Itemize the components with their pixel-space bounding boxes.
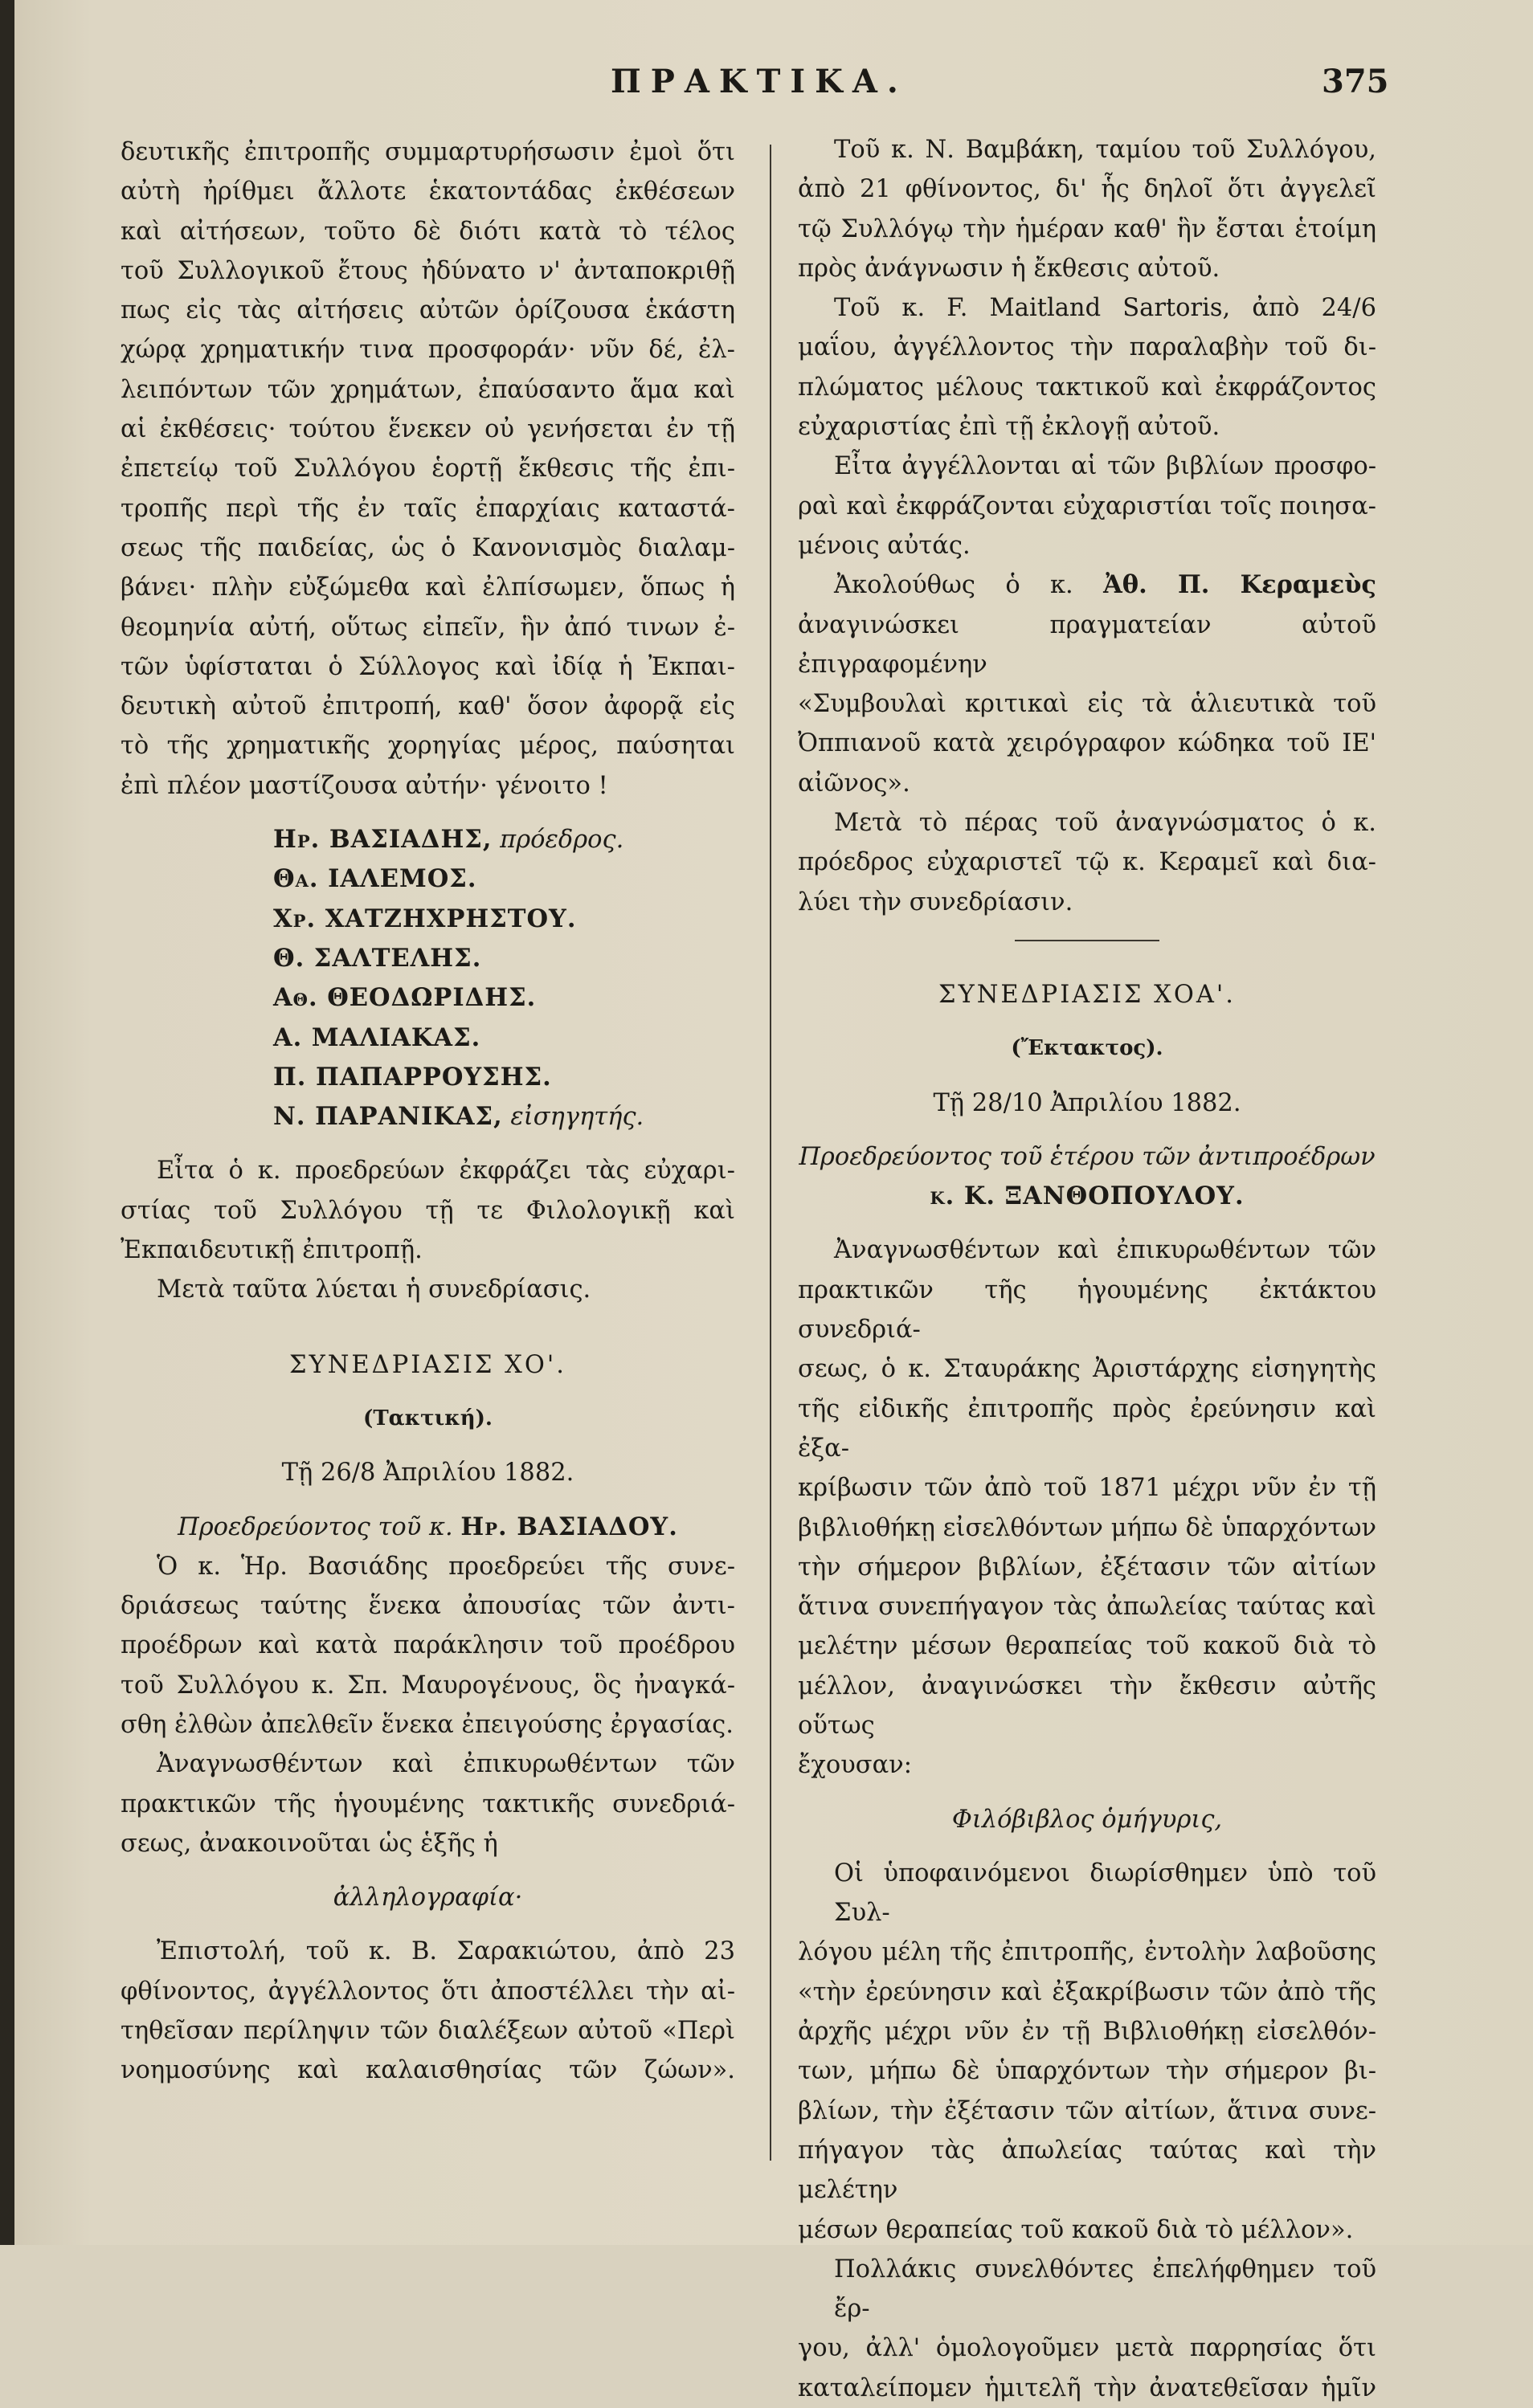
session-chair-xoa-line2: κ. Κ. ΞΑΝΘΟΠΟΥΛΟΥ. — [930, 1182, 1245, 1211]
text-line: νοημοσύνης καὶ καλαισθησίας τῶν ζώων». — [121, 2056, 735, 2085]
text-line: Ἐκπαιδευτικῇ ἐπιτροπῇ. — [121, 1236, 423, 1265]
text-line: Ὀππιανοῦ κατὰ χειρόγραφον κώδηκα τοῦ ΙΕ' — [798, 729, 1376, 758]
text-line: γου, ἀλλ' ὁμολογοῦμεν μετὰ παρρησίας ὅτι — [798, 2334, 1376, 2363]
text-line: πρακτικῶν τῆς ἡγουμένης ἐκτάκτου συνεδριά- — [798, 1275, 1376, 1345]
text-line: δριάσεως ταύτης ἕνεκα ἀπουσίας τῶν ἀντι- — [121, 1592, 735, 1621]
chair-prefix: Προεδρεύοντος τοῦ κ. — [178, 1512, 453, 1541]
session-type-extraordinary: (Ἔκτακτος). — [1011, 1036, 1163, 1061]
text-line: ἀπὸ 21 φθίνοντος, δι' ἧς δηλοῖ ὅτι ἀγγελεῖ — [798, 175, 1376, 204]
text-line: Ἀναγνωσθέντων καὶ ἐπικυρωθέντων τῶν — [157, 1750, 735, 1779]
session-chair-xoa-line1: Προεδρεύοντος τοῦ ἑτέρου τῶν ἀντιπροέδρων — [799, 1142, 1376, 1171]
text-line: λόγου μέλη τῆς ἐπιτροπῆς, ἐντολὴν λαβοῦσης — [798, 1938, 1376, 1967]
signatory-name: Θ. ΣΑΛΤΕΛΗΣ. — [273, 943, 482, 973]
text-line: τροπῆς περὶ τῆς ἐν ταῖς ἐπαρχίαις καταστά- — [121, 494, 735, 523]
text-line: ἀρχῆς μέχρι νῦν ἐν τῇ Βιβλιοθήκῃ εἰσελθόν- — [798, 2018, 1376, 2047]
correspondence-heading: ἀλληλογραφία· — [333, 1884, 523, 1912]
left-paragraph-letter — [121, 1932, 735, 2090]
left-paragraph-minutes — [121, 1745, 735, 1863]
session-date-xoa: Τῇ 28/10 Ἀπριλίου 1882. — [933, 1088, 1241, 1117]
text-line: Ἀναγνωσθέντων καὶ ἐπικυρωθέντων τῶν — [834, 1236, 1376, 1265]
right-paragraph-committee — [798, 1854, 1376, 2250]
signatory-name: Θα. ΙΑΛΕΜΟΣ. — [273, 864, 477, 894]
signatory-name: Χρ. ΧΑΤΖΗΧΡΗΣΤΟΥ. — [273, 904, 577, 933]
text-line: εὐχαριστίας ἐπὶ τῇ ἐκλογῇ αὐτοῦ. — [798, 413, 1220, 442]
left-paragraph-thanks — [121, 1151, 735, 1270]
text-line: Εἶτα ὁ κ. προεδρεύων ἐκφράζει τὰς εὐχαρι- — [157, 1157, 735, 1186]
text-line: Οἱ ὑποφαινόμενοι διωρίσθημεν ὑπὸ τοῦ Συλ- — [834, 1859, 1376, 1928]
signatories-list — [121, 820, 735, 1137]
signatory — [121, 820, 735, 859]
kerameus-name: Ἀθ. Π. Κεραμεὺς — [1103, 570, 1377, 600]
page-binding-edge — [0, 0, 14, 2245]
text-line: θεομηνία αὐτή, οὕτως εἰπεῖν, ἣν ἀπό τινων ἐ- — [121, 613, 735, 642]
text-line: Τοῦ κ. F. Maitland Sartoris, ἀπὸ 24/6 — [834, 294, 1376, 323]
signatory-name: Π. ΠΑΠΑΡΡΟΥΣΗΣ. — [273, 1062, 552, 1092]
text-line: τηθεῖσαν περίληψιν τῶν διαλέξεων αὐτοῦ «Περὶ — [121, 2017, 735, 2046]
signatory — [121, 1058, 735, 1097]
text-line: ἀναγινώσκει πραγματείαν αὐτοῦ ἐπιγραφομένην — [798, 610, 1376, 679]
text-line: σεως, ὁ κ. Σταυράκης Ἀριστάρχης εἰσηγητὴς — [798, 1355, 1376, 1384]
text-line: λειπόντων τῶν χρημάτων, ἐπαύσαντο ἅμα καὶ — [121, 375, 735, 404]
text-line: μαΐου, ἀγγέλλοντος τὴν παραλαβὴν τοῦ δι- — [798, 333, 1376, 362]
right-paragraph-treasurer — [798, 130, 1376, 288]
signatory — [121, 900, 735, 939]
right-paragraph-report — [798, 1231, 1376, 1785]
session-date-xo: Τῇ 26/8 Ἀπριλίου 1882. — [281, 1459, 574, 1488]
right-paragraph-work — [798, 2250, 1376, 2408]
text-line: λύει τὴν συνεδρίασιν. — [798, 888, 1073, 916]
signatory-name: Α. ΜΑΛΙΑΚΑΣ. — [273, 1022, 481, 1052]
text-line: τῆς εἰδικῆς ἐπιτροπῆς πρὸς ἐρεύνησιν καὶ ἐξα- — [798, 1394, 1376, 1463]
session-chair-xo — [121, 1508, 735, 1547]
text-line: δευτικὴ αὐτοῦ ἐπιτροπή, καθ' ὅσον ἀφορᾷ εἰς — [121, 692, 735, 721]
text-line: τοῦ Συλλόγου κ. Σπ. Μαυρογένους, ὃς ἠναγκά- — [121, 1671, 735, 1700]
signatory-name: Ν. ΠΑΡΑΝΙΚΑΣ, — [273, 1102, 503, 1132]
text-line: καὶ αἰτήσεων, τοῦτο δὲ διότι κατὰ τὸ τέλος — [121, 217, 735, 246]
running-header — [0, 63, 1533, 111]
right-paragraph-closing — [798, 803, 1376, 922]
text-line: πως εἰς τὰς αἰτήσεις αὐτῶν ὁρίζουσα ἑκάστη — [121, 296, 735, 325]
text-line: Πολλάκις συνελθόντες ἐπελήφθημεν τοῦ ἔρ- — [834, 2255, 1376, 2324]
running-title: ΠΡΑΚΤΙΚΑ. — [611, 63, 908, 100]
right-paragraph-kerameus-first — [798, 565, 1376, 605]
text-line: πρακτικῶν τῆς ἡγουμένης τακτικῆς συνεδριά- — [121, 1790, 735, 1818]
text-line: πλώματος μέλους τακτικοῦ καὶ ἐκφράζοντος — [798, 373, 1376, 402]
text-line: «Συμβουλαὶ κριτικαὶ εἰς τὰ ἁλιευτικὰ τοῦ — [798, 690, 1376, 719]
signatory-role: εἰσηγητής. — [510, 1103, 644, 1132]
text-line: βάνει· πλὴν εὐξώμεθα καὶ ἐλπίσωμεν, ὅπως ἡ — [121, 573, 735, 602]
text-line: κρίβωσιν τῶν ἀπὸ τοῦ 1871 μέχρι νῦν ἐν τῇ — [798, 1474, 1376, 1503]
text-line: τῷ Συλλόγῳ τὴν ἡμέραν καθ' ἣν ἔσται ἑτοίμη — [798, 214, 1376, 243]
section-divider — [1015, 940, 1159, 941]
right-paragraph-donations — [798, 447, 1376, 565]
text-line: βιβλιοθήκῃ εἰσελθόντων μήπω δὲ ὑπαρχόντων — [798, 1513, 1376, 1542]
text-line: προέδρων καὶ κατὰ παράκλησιν τοῦ προέδρου — [121, 1631, 735, 1660]
session-heading-xo: ΣΥΝΕΔΡΙΑΣΙΣ ΧΟ'. — [289, 1350, 566, 1379]
text-line: Εἶτα ἀγγέλλονται αἱ τῶν βιβλίων προσφο- — [834, 452, 1376, 481]
signatory — [121, 1018, 735, 1058]
session-type-regular: (Τακτική). — [363, 1406, 493, 1431]
text-line: στίας τοῦ Συλλόγου τῇ τε Φιλολογικῇ καὶ — [121, 1196, 735, 1225]
text-line: σεως, ἀνακοινοῦται ὡς ἑξῆς ἡ — [121, 1829, 498, 1858]
text-line: μέλλον, ἀναγινώσκει τὴν ἔκθεσιν αὐτῆς οὕτως — [798, 1671, 1376, 1740]
left-paragraph-adjourn: Μετὰ ταῦτα λύεται ἡ συνεδρίασις. — [157, 1275, 591, 1304]
text-line: σθη ἐλθὼν ἀπελθεῖν ἕνεκα ἐπειγούσης ἐργασίας. — [121, 1710, 734, 1739]
text-line: τοῦ Συλλογικοῦ ἔτους ἠδύνατο ν' ἀνταποκριθῇ — [121, 256, 735, 285]
signatory — [121, 978, 735, 1018]
signatory-name: Ηρ. ΒΑΣΙΑΔΗΣ, — [273, 825, 493, 855]
page-number: 375 — [1322, 63, 1389, 100]
text-line: ἐπετείῳ τοῦ Συλλόγου ἑορτῇ ἔκθεσις τῆς ἐπι- — [121, 455, 735, 484]
text-line: τῶν ὑφίσταται ὁ Σύλλογος καὶ ἰδίᾳ ἡ Ἐκπαι- — [121, 652, 735, 681]
text-line: Μετὰ τὸ πέρας τοῦ ἀναγνώσματος ὁ κ. — [834, 809, 1376, 838]
left-paragraph-continued — [121, 133, 735, 806]
left-column — [121, 133, 735, 2091]
signatory — [121, 859, 735, 899]
signatory — [121, 939, 735, 978]
signatory — [121, 1097, 735, 1137]
right-paragraph-kerameus — [798, 606, 1376, 803]
text-line: των, μήπω δὲ ὑπαρχόντων τὴν σήμερον βι- — [798, 2057, 1376, 2086]
text-line: Τοῦ κ. Ν. Βαμβάκη, ταμίου τοῦ Συλλόγου, — [834, 136, 1376, 164]
text-line: πρόεδρος εὐχαριστεῖ τῷ κ. Κεραμεῖ καὶ δια- — [798, 848, 1376, 877]
text-line: δευτικῆς ἐπιτροπῆς συμμαρτυρήσωσιν ἐμοὶ ὅτι — [121, 138, 735, 166]
chair-name: Ηρ. ΒΑΣΙΑΔΟΥ. — [460, 1512, 678, 1541]
right-paragraph-sartoris — [798, 288, 1376, 447]
signatory-role: πρόεδρος. — [500, 826, 624, 855]
text-line: ραὶ καὶ ἐκφράζονται εὐχαριστίαι τοῖς ποιησα- — [798, 492, 1376, 520]
text-line: αἱ ἐκθέσεις· τούτου ἕνεκεν οὐ γενήσεται ἐν τῇ — [121, 415, 735, 444]
text-line: ἅτινα συνεπήγαγον τὰς ἀπωλείας ταύτας καὶ — [798, 1593, 1376, 1622]
column-divider — [770, 145, 771, 2161]
text-line: αὐτὴ ἠρίθμει ἄλλοτε ἑκατοντάδας ἐκθέσεων — [121, 178, 735, 206]
text-line: ἐπὶ πλέον μαστίζουσα αὐτήν· γένοιτο ! — [121, 771, 608, 800]
right-column — [798, 130, 1376, 2408]
text-line: μένοις αὐτάς. — [798, 531, 971, 560]
kerameus-intro: Ἀκολούθως ὁ κ. — [834, 571, 1073, 600]
session-heading-xoa: ΣΥΝΕΔΡΙΑΣΙΣ ΧΟΑ'. — [938, 980, 1236, 1009]
text-line: χώρᾳ χρηματικήν τινα προσφοράν· νῦν δέ, ἐλ- — [121, 336, 735, 365]
text-line: σεως τῆς παιδείας, ὡς ὁ Κανονισμὸς διαλαμ- — [121, 533, 735, 562]
text-line: «τὴν ἐρεύνησιν καὶ ἐξακρίβωσιν τῶν ἀπὸ τῆς — [798, 1977, 1376, 2006]
text-line: πρὸς ἀνάγνωσιν ἡ ἔκθεσις αὐτοῦ. — [798, 254, 1220, 283]
text-line: αἰῶνος». — [798, 769, 910, 798]
text-line: τὸ τῆς χρηματικῆς χορηγίας μέρος, παύσηται — [121, 732, 735, 761]
text-line: πήγαγον τὰς ἀπωλείας ταύτας καὶ τὴν μελέτην — [798, 2136, 1376, 2205]
left-paragraph-presiding — [121, 1547, 735, 1745]
salutation: Φιλόβιβλος ὁμήγυρις, — [951, 1805, 1223, 1834]
text-line: μελέτην μέσων θεραπείας τοῦ κακοῦ διὰ τὸ — [798, 1632, 1376, 1661]
text-line: Ἐπιστολή, τοῦ κ. Β. Σαρακιώτου, ἀπὸ 23 — [157, 1937, 735, 1966]
text-line: καταλείπομεν ἡμιτελῆ τὴν ἀνατεθεῖσαν ἡμῖν — [798, 2373, 1376, 2402]
text-line: φθίνοντος, ἀγγέλλοντος ὅτι ἀποστέλλει τὴν αἰ- — [121, 1977, 735, 2006]
text-line: μέσων θεραπείας τοῦ κακοῦ διὰ τὸ μέλλον». — [798, 2215, 1354, 2244]
text-line: βλίων, τὴν ἐξέτασιν τῶν αἰτίων, ἅτινα συνε- — [798, 2096, 1376, 2125]
text-line: τὴν σήμερον βιβλίων, ἐξέτασιν τῶν αἰτίων — [798, 1553, 1376, 1582]
text-line: Ὁ κ. Ἡρ. Βασιάδης προεδρεύει τῆς συνε- — [157, 1552, 735, 1581]
text-line: ἔχουσαν: — [798, 1751, 912, 1780]
signatory-name: Αθ. ΘΕΟΔΩΡΙΔΗΣ. — [273, 983, 537, 1013]
